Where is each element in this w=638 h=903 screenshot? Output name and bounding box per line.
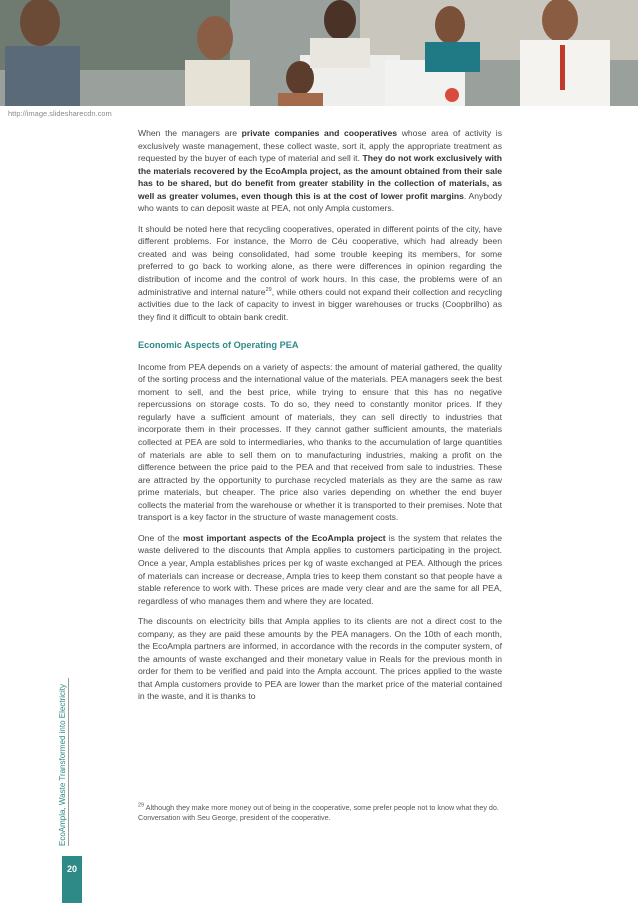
text-span: One of the xyxy=(138,532,183,543)
paragraph-5: The discounts on electricity bills that Ampla applies to its clients are not a direct cost to the company, as they are paid these amounts by the PEA managers. On the 10th of each month, the EcoAmpla partners are informed, in accordance with the records in the computer system, of the amounts of waste exchanged and their monetary value in Reals for the previous month in order for them to be verified and paid into the Ampla account. The prices applied to the waste that Ampla customers provide to PEA are lower than the market price of the material contained in the waste, and it is thanks to xyxy=(138,616,502,702)
paragraph-4 xyxy=(138,532,502,607)
bold-text: most important aspects of the EcoAmpla project xyxy=(182,532,386,543)
photo-illustration xyxy=(0,0,638,106)
paragraph-3: Income from PEA depends on a variety of aspects: the amount of material gathered, the quality of the sorting process and the international value of the materials. PEA managers seek the best moment to sell, and the best price, while trying to ensure that this has no negative repercussions on storage costs. To do so, they need to constantly monitor prices. If they regularly have a sufficient amount of materials, they can sell directly to industries that incorporate them in their processes. If they cannot gather sufficient amounts, the materials collected at PEA are sold to intermediaries, who thanks to the accumulation of large quantities of materials are able to sell them on to manufacturing industries, making a profit on the difference between the price paid to the PEA and that received from sale to industries. These are attracted by the opportunity to purchase recycled materials as they are the same as raw prime materials, but cheaper. The price also varies depending on whether the end buyer collects the material from the warehouse or whether it is transported to their premises. Note that transport is a key factor in the structure of waste management costs. xyxy=(138,361,502,523)
running-title: EcoAmpla, Waste Transformed into Electricity xyxy=(58,684,67,846)
footnote-text: Although they make more money out of being in the cooperative, some prefer people not to know what they do. Conversation with Seu George, president of the cooperative. xyxy=(138,803,499,822)
text-span: . Anybody who wants to can deposit waste at PEA, not only Ampla customers. xyxy=(138,190,502,214)
footnote-number: 29 xyxy=(138,802,145,809)
page-number: 20 xyxy=(62,856,82,903)
footnote xyxy=(138,803,502,823)
photo-credit: http://image.slidesharecdn.com xyxy=(8,109,112,118)
paragraph-1 xyxy=(138,127,502,215)
text-span: , while others could not expand their collection and recycling activities due to the lack of capacity to invest in bigger warehouses or trucks (Coopbrilho) as they find it difficult to obtain bank credit. xyxy=(138,286,502,322)
header-photo xyxy=(0,0,638,106)
section-title: Economic Aspects of Operating PEA xyxy=(138,340,299,351)
sidebar-rule xyxy=(68,678,69,846)
main-text xyxy=(138,127,502,711)
footnote-ref: 29 xyxy=(265,286,272,293)
text-span: whose area of activity is exclusively waste management, these collect waste, sort it, apply the appropriate treatment as requested by the buyer of each type of material and sell it. xyxy=(138,128,502,164)
paragraph-2 xyxy=(138,223,502,323)
bold-text: They do not work exclusively with the materials recovered by the EcoAmpla project, as the amount obtained from their sale has to be shared, but do benefit from greater stability in the collection of materials, as well as greater volumes, even though this is at the cost of lower profit margins xyxy=(138,153,503,201)
text-span: It should be noted here that recycling cooperatives, operated in different points of the city, have different problems. For instance, the Morro de Céu cooperative, which had already been created and was being consolidated, had some trouble keeping its members, for some preferred to go back to working alone, as there were differences in opinion regarding the distribution of income and the control of work hours. In this case, the problems were of an administrative and internal nature xyxy=(138,223,502,297)
text-span: When the managers are xyxy=(138,128,242,138)
bold-text: private companies and cooperatives xyxy=(241,128,398,138)
text-span: is the system that relates the waste delivered to the discounts that Ampla applies to customers participating in the project. Once a year, Ampla establishes prices per kg of waste exchanged at PEA. Although the prices of materials can increase or decrease, Ampla tries to keep them constant so that people have a stable reference to work with. These prices are made very clear and are the same for all PEA, regardless of who manages them and where they are located. xyxy=(138,532,502,606)
